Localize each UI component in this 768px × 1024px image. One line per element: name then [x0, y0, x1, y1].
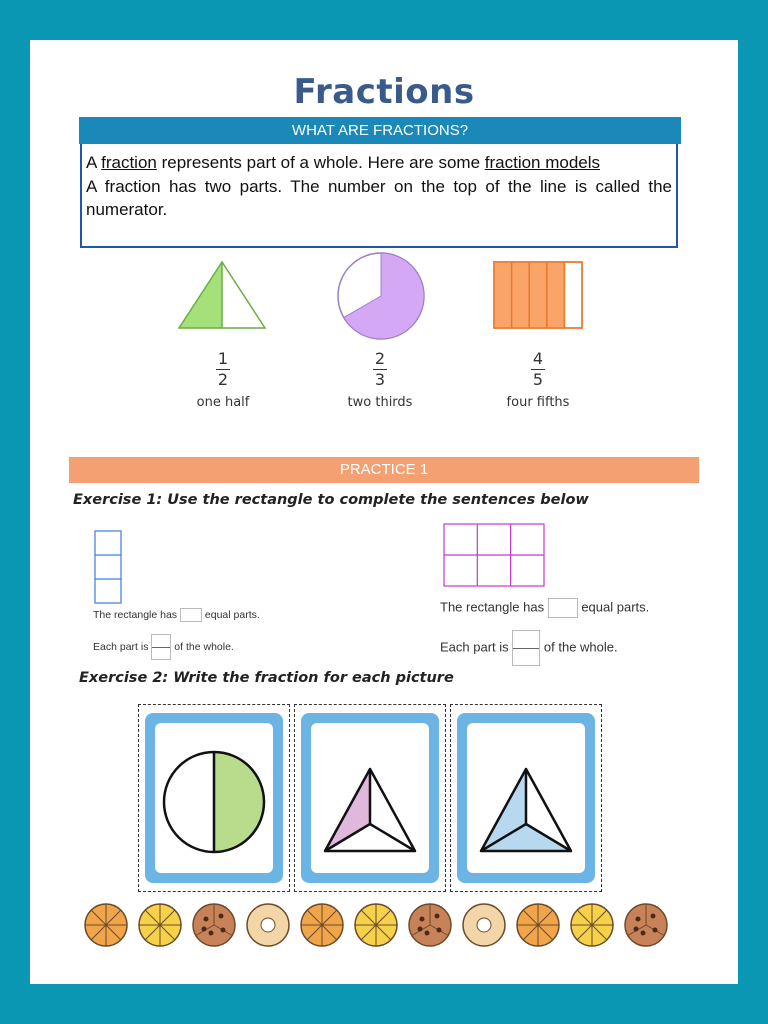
- fraction-answer-box[interactable]: [512, 630, 540, 666]
- card-triangle-pink: [294, 704, 446, 892]
- numerator: 4: [532, 349, 544, 368]
- donut-icon: [247, 904, 289, 946]
- triangle-thirds-pink-shape: [311, 723, 429, 873]
- cookie-icon: [625, 904, 667, 946]
- worksheet-page: [30, 40, 738, 984]
- card-frame: [301, 713, 439, 883]
- card-face: [311, 723, 429, 873]
- fraction-name: two thirds: [347, 395, 413, 410]
- what-are-fractions-box: [80, 144, 678, 248]
- exercise-2-cards: [138, 704, 604, 894]
- pizza-icon: [301, 904, 343, 946]
- fraction-label-two-thirds: [335, 350, 425, 410]
- fraction-label-half: [183, 350, 263, 410]
- lemon-icon: [571, 904, 613, 946]
- fraction-link[interactable]: fraction: [101, 153, 157, 172]
- intro-text-b: represents part of a whole. Here are some: [156, 153, 485, 172]
- fraction-name: four fifths: [506, 395, 570, 410]
- decorative-food-row: [82, 900, 682, 950]
- rectangle-four-fifths-model: [492, 260, 584, 330]
- parts-answer-box[interactable]: [180, 608, 202, 622]
- parts-answer-box[interactable]: [548, 598, 578, 618]
- each-part-sentence-right: [440, 630, 618, 666]
- each-part-sentence-left: [93, 634, 234, 660]
- donut-icon: [463, 904, 505, 946]
- sentence-text: Each part is: [440, 639, 509, 655]
- circle-two-thirds-model: [335, 252, 427, 340]
- denominator: 5: [532, 370, 544, 389]
- card-half-circle: [138, 704, 290, 892]
- numerator: 2: [374, 349, 386, 368]
- denominator: 3: [374, 370, 386, 389]
- fraction-answer-box[interactable]: [151, 634, 171, 660]
- half-circle-shape: [155, 723, 273, 873]
- vertical-rectangle-three-parts: [94, 530, 124, 606]
- practice-heading: PRACTICE 1: [69, 457, 699, 483]
- intro-paragraph: [86, 151, 672, 175]
- pizza-icon: [85, 904, 127, 946]
- grid-rectangle-six-parts: [443, 523, 547, 589]
- fraction-label-four-fifths: [493, 350, 583, 410]
- sentence-text: The rectangle has: [93, 608, 178, 621]
- card-face: [155, 723, 273, 873]
- fraction-name: one half: [196, 395, 250, 410]
- cookie-icon: [193, 904, 235, 946]
- denominator: 2: [217, 370, 229, 389]
- exercise-1-instruction: Exercise 1: Use the rectangle to complete the sentences below: [73, 492, 589, 508]
- lemon-icon: [355, 904, 397, 946]
- card-face: [467, 723, 585, 873]
- numerator: 1: [217, 349, 229, 368]
- numerator-paragraph: A fraction has two parts. The number on the top of the line is called the numerator.: [86, 176, 672, 219]
- intro-text-a: A: [86, 153, 102, 172]
- lemon-icon: [139, 904, 181, 946]
- card-triangle-blue: [450, 704, 602, 892]
- sentence-text: The rectangle has: [440, 599, 545, 615]
- sentence-text: equal parts.: [581, 599, 650, 615]
- card-frame: [145, 713, 283, 883]
- cookie-icon: [409, 904, 451, 946]
- card-frame: [457, 713, 595, 883]
- parts-sentence-left: [93, 608, 260, 622]
- sentence-text: of the whole.: [174, 640, 234, 653]
- sentence-text: equal parts.: [204, 608, 260, 621]
- pizza-icon: [517, 904, 559, 946]
- parts-sentence-right: [440, 598, 649, 618]
- fraction-models-link[interactable]: fraction models: [484, 153, 601, 172]
- what-are-fractions-heading: WHAT ARE FRACTIONS?: [79, 117, 681, 144]
- page-title: Fractions: [293, 72, 475, 112]
- sentence-text: Each part is: [93, 640, 149, 653]
- triangle-half-model: [175, 258, 267, 330]
- sentence-text: of the whole.: [543, 639, 618, 655]
- triangle-thirds-blue-shape: [467, 723, 585, 873]
- exercise-2-instruction: Exercise 2: Write the fraction for each picture: [79, 670, 454, 686]
